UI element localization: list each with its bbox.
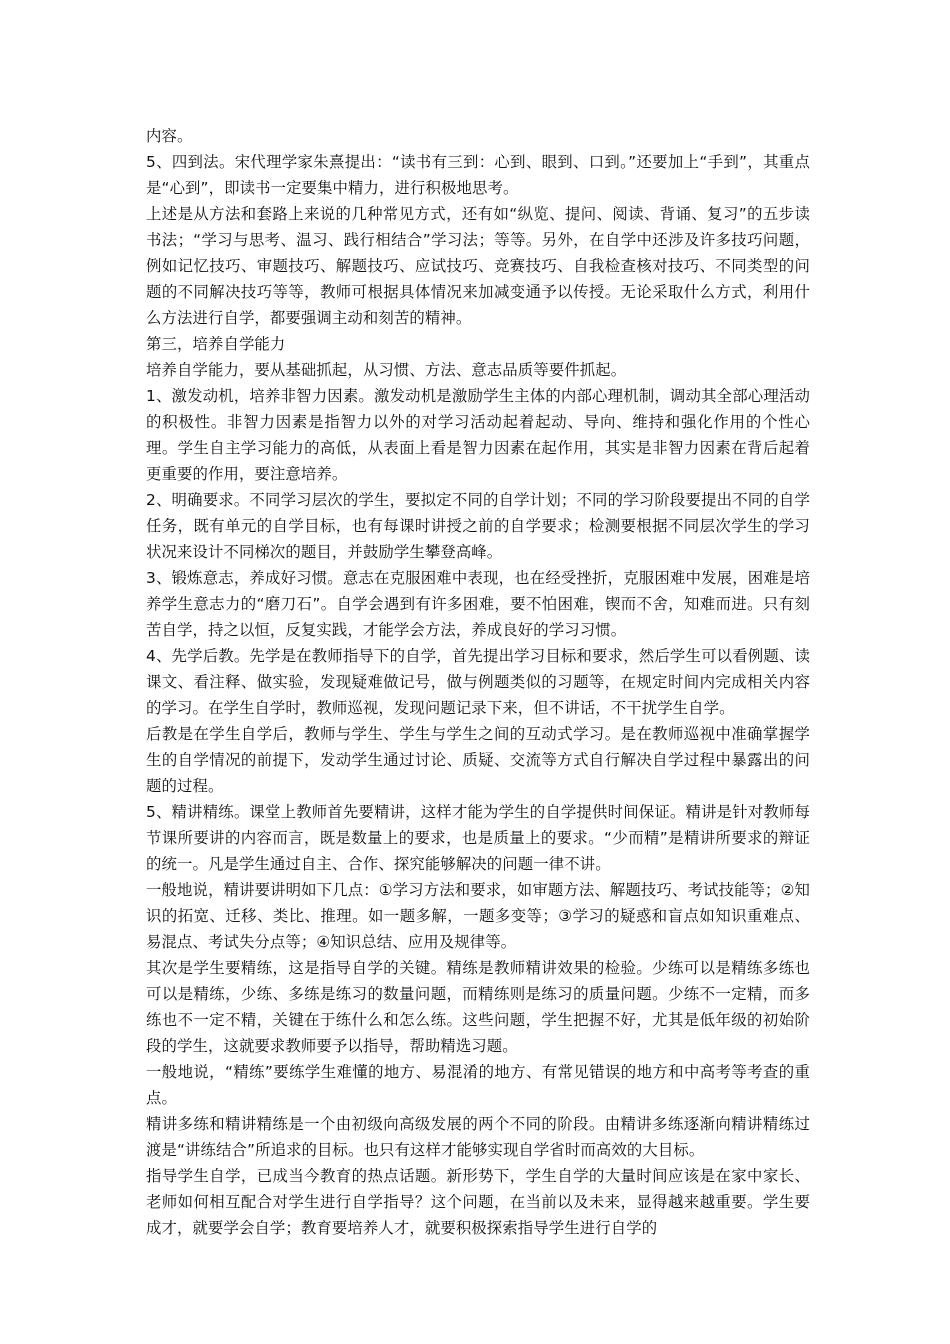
paragraph: 3、锻炼意志，养成好习惯。意志在克服困难中表现，也在经受挫折，克服困难中发展，困难是培养学生意志力的“磨刀石”。自学会遇到有许多困难，要不怕困难，锲而不舍，知难而进。只有刻苦自学，持之以恒，反复实践，才能学会方法，养成良好的学习习惯。 [146, 569, 810, 639]
paragraph: 培养自学能力，要从基础抓起，从习惯、方法、意志品质等要件抓起。 [146, 361, 627, 379]
paragraph: 一般地说，“精练”要练学生难懂的地方、易混淆的地方、有常见错误的地方和中高考等考查的重点。 [146, 1063, 810, 1107]
paragraph: 指导学生自学，已成当今教育的热点话题。新形势下，学生自学的大量时间应该是在家中家长、老师如何相互配合对学生进行自学指导？这个问题，在当前以及未来，显得越来越重要。学生要成才，就要学会自学；教育要培养人才，就要积极探索指导学生进行自学的 [146, 1167, 810, 1237]
paragraph: 2、明确要求。不同学习层次的学生，要拟定不同的自学计划；不同的学习阶段要提出不同的自学任务，既有单元的自学目标，也有每课时讲授之前的自学要求；检测要根据不同层次学生的学习状况来设计不同梯次的题目，并鼓励学生攀登高峰。 [146, 491, 810, 561]
paragraph: 内容。 [146, 127, 193, 145]
paragraph: 5、四到法。宋代理学家朱熹提出：“读书有三到：心到、眼到、口到。”还要加上“手到”，其重点是“心到”，即读书一定要集中精力，进行积极地思考。 [146, 153, 810, 197]
paragraph: 其次是学生要精练，这是指导自学的关键。精练是教师精讲效果的检验。少练可以是精练多练也可以是精练，少练、多练是练习的数量问题，而精练则是练习的质量问题。少练不一定精，而多练也不一定不精，关键在于练什么和怎么练。这些问题，学生把握不好，尤其是低年级的初始阶段的学生，这就要求教师要予以指导，帮助精选习题。 [146, 959, 810, 1055]
paragraph: 后教是在学生自学后，教师与学生、学生与学生之间的互动式学习。是在教师巡视中准确掌握学生的自学情况的前提下，发动学生通过讨论、质疑、交流等方式自行解决自学过程中暴露出的问题的过程。 [146, 725, 810, 795]
paragraph: 4、先学后教。先学是在教师指导下的自学，首先提出学习目标和要求，然后学生可以看例题、读课文、看注释、做实验，发现疑难做记号，做与例题类似的习题等，在规定时间内完成相关内容的学习。在学生自学时，教师巡视，发现问题记录下来，但不讲话，不干扰学生自学。 [146, 647, 810, 717]
section-heading: 第三，培养自学能力 [146, 335, 286, 353]
paragraph: 一般地说，精讲要讲明如下几点：①学习方法和要求，如审题方法、解题技巧、考试技能等；②知识的拓宽、迁移、类比、推理。如一题多解，一题多变等；③学习的疑惑和盲点如知识重难点、易混点、考试失分点等；④知识总结、应用及规律等。 [146, 881, 810, 951]
paragraph: 5、精讲精练。课堂上教师首先要精讲，这样才能为学生的自学提供时间保证。精讲是针对教师每节课所要讲的内容而言，既是数量上的要求，也是质量上的要求。“少而精”是精讲所要求的辩证的统一。凡是学生通过自主、合作、探究能够解决的问题一律不讲。 [146, 803, 810, 873]
paragraph: 精讲多练和精讲精练是一个由初级向高级发展的两个不同的阶段。由精讲多练逐渐向精讲精练过渡是“讲练结合”所追求的目标。也只有这样才能够实现自学省时而高效的大目标。 [146, 1115, 810, 1159]
paragraph: 上述是从方法和套路上来说的几种常见方式，还有如“纵览、提问、阅读、背诵、复习”的五步读书法；“学习与思考、温习、践行相结合”学习法；等等。另外，在自学中还涉及许多技巧问题，例如记忆技巧、审题技巧、解题技巧、应试技巧、竞赛技巧、自我检查核对技巧、不同类型的问题的不同解决技巧等等，教师可根据具体情况来加减变通予以传授。无论采取什么方式，利用什么方法进行自学，都要强调主动和刻苦的精神。 [146, 205, 810, 327]
paragraph: 1、激发动机，培养非智力因素。激发动机是激励学生主体的内部心理机制，调动其全部心理活动的积极性。非智力因素是指智力以外的对学习活动起着起动、导向、维持和强化作用的个性心理。学生自主学习能力的高低，从表面上看是智力因素在起作用，其实是非智力因素在背后起着更重要的作用，要注意培养。 [146, 387, 810, 483]
document-body [146, 123, 810, 1241]
